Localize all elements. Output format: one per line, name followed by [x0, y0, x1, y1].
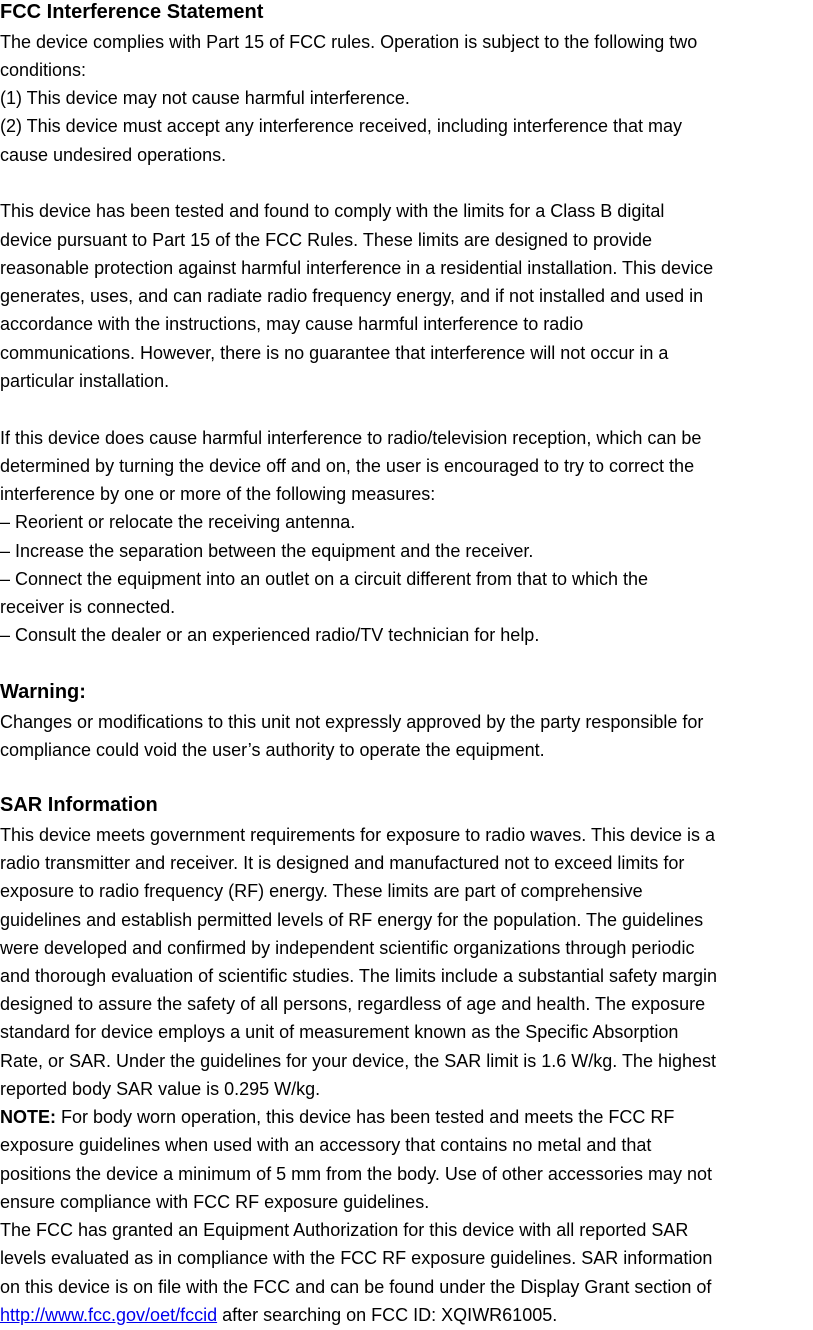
sar-note-line: exposure guidelines when used with an accessory that contains no metal and that — [0, 1135, 652, 1155]
sar-authorization-line: on this device is on file with the FCC and can be found under the Display Grant section of — [0, 1277, 712, 1297]
sar-authorization-line: levels evaluated as in compliance with the FCC RF exposure guidelines. SAR information — [0, 1248, 713, 1268]
warning-heading: Warning: — [0, 681, 86, 703]
sar-line: This device meets government requirements for exposure to radio waves. This device is a — [0, 825, 715, 845]
sar-note-line: ensure compliance with FCC RF exposure guidelines. — [0, 1192, 430, 1212]
fcc-measure-item: – Reorient or relocate the receiving antenna. — [0, 512, 356, 532]
sar-note-line — [0, 1106, 674, 1128]
fcc-paragraph-line: determined by turning the device off and on, the user is encouraged to try to correct the — [0, 456, 695, 476]
fcc-id-text: after searching on FCC ID: XQIWR61005. — [217, 1305, 558, 1325]
fcc-paragraph-line: particular installation. — [0, 371, 170, 391]
fcc-measure-item-continued: receiver is connected. — [0, 597, 176, 617]
fcc-paragraph-line: reasonable protection against harmful interference in a residential installation. This device — [0, 258, 714, 278]
fcc-paragraph-line: This device has been tested and found to comply with the limits for a Class B digital — [0, 201, 665, 221]
fcc-paragraph-line: If this device does cause harmful interference to radio/television reception, which can be — [0, 428, 702, 448]
sar-line: radio transmitter and receiver. It is designed and manufactured not to exceed limits for — [0, 853, 685, 873]
warning-line: compliance could void the user’s authority to operate the equipment. — [0, 740, 545, 760]
sar-note-line: positions the device a minimum of 5 mm from the body. Use of other accessories may not — [0, 1164, 712, 1184]
fcc-measure-item: – Consult the dealer or an experienced radio/TV technician for help. — [0, 625, 540, 645]
sar-line: and thorough evaluation of scientific studies. The limits include a substantial safety margin — [0, 966, 718, 986]
sar-line: exposure to radio frequency (RF) energy. These limits are part of comprehensive — [0, 881, 643, 901]
fcc-measure-item: – Connect the equipment into an outlet on a circuit different from that to which the — [0, 569, 649, 589]
fcc-paragraph-line: device pursuant to Part 15 of the FCC Rules. These limits are designed to provide — [0, 230, 653, 250]
fccid-link[interactable]: http://www.fcc.gov/oet/fccid — [0, 1305, 218, 1325]
fcc-condition-2: (2) This device must accept any interference received, including interference that may — [0, 116, 683, 136]
fcc-paragraph-line: interference by one or more of the following measures: — [0, 484, 436, 504]
sar-line: standard for device employs a unit of measurement known as the Specific Absorption — [0, 1022, 679, 1042]
sar-line: were developed and confirmed by independent scientific organizations through periodic — [0, 938, 695, 958]
sar-heading: SAR Information — [0, 794, 158, 816]
sar-authorization-line: The FCC has granted an Equipment Authorization for this device with all reported SAR — [0, 1220, 689, 1240]
fcc-condition-1: (1) This device may not cause harmful interference. — [0, 88, 410, 108]
fcc-paragraph-line: The device complies with Part 15 of FCC rules. Operation is subject to the following two — [0, 32, 698, 52]
fcc-measure-item: – Increase the separation between the equipment and the receiver. — [0, 541, 534, 561]
sar-line: designed to assure the safety of all persons, regardless of age and health. The exposure — [0, 994, 706, 1014]
fcc-paragraph-line: communications. However, there is no guarantee that interference will not occur in a — [0, 343, 669, 363]
note-text: For body worn operation, this device has been tested and meets the FCC RF — [56, 1107, 675, 1127]
fcc-heading: FCC Interference Statement — [0, 1, 264, 23]
sar-authorization-line — [0, 1304, 557, 1326]
fcc-paragraph-line: cause undesired operations. — [0, 145, 227, 165]
note-label: NOTE: — [0, 1107, 56, 1127]
sar-line: guidelines and establish permitted levels of RF energy for the population. The guidelines — [0, 910, 704, 930]
sar-line: reported body SAR value is 0.295 W/kg. — [0, 1079, 321, 1099]
sar-line: Rate, or SAR. Under the guidelines for your device, the SAR limit is 1.6 W/kg. The highest — [0, 1051, 717, 1071]
fcc-paragraph-line: generates, uses, and can radiate radio frequency energy, and if not installed and used in — [0, 286, 704, 306]
fcc-paragraph-line: accordance with the instructions, may cause harmful interference to radio — [0, 314, 584, 334]
fcc-paragraph-line: conditions: — [0, 60, 87, 80]
warning-line: Changes or modifications to this unit not expressly approved by the party responsible for — [0, 712, 704, 732]
